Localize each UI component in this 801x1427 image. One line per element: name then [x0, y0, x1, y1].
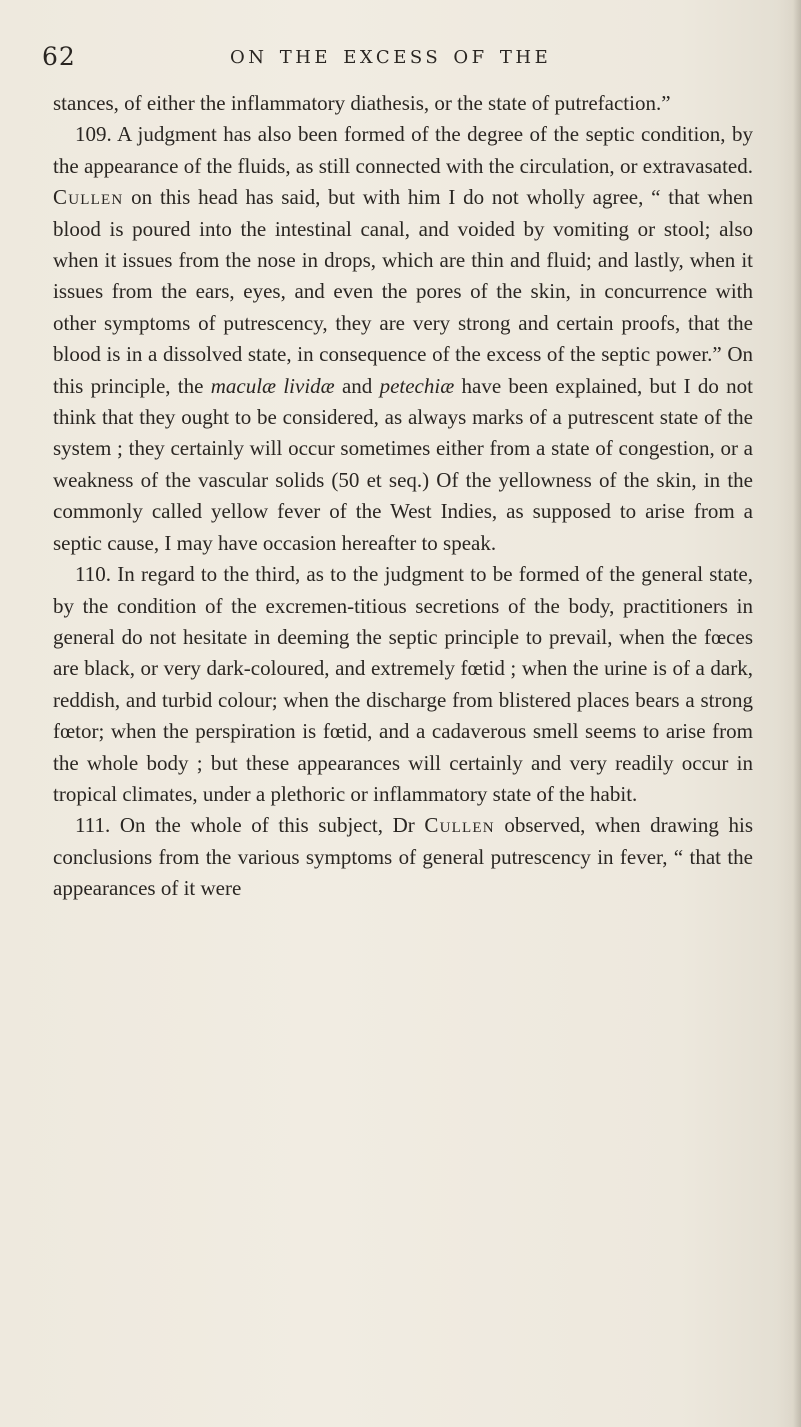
paragraph-text: have been explained, but I do not think that they ought to be considered, as always marks of a putrescent state of the system ; they certainly will occur sometimes either from a state of congestion, or a weakness of the vascular solids (50 et seq.) Of the yellowness of the skin, in the commonly called yellow fever of the West Indies, as supposed to arise from a septic cause, I may have occasion hereafter to speak. — [53, 373, 754, 555]
paragraph-text: In regard to the third, as to the judgment to be formed of the general state, by the condition of the excremen-titious secretions of the body, practitioners in general do not hesitate in deeming the septic principle to prevail, when the fœces are black, or very dark-coloured, and extremely fœtid ; when the urine is of a dark, reddish, and turbid colour; when the discharge from blistered places bears a strong fœtor; when the perspiration is fœtid, and a cadaverous smell seems to arise from the whole body ; but these appearances will certainly and very readily occur in tropical climates, under a plethoric or inflammatory state of the habit. — [53, 562, 753, 806]
running-title: ON THE EXCESS OF THE — [230, 47, 552, 68]
body-text — [53, 88, 753, 905]
author-name: Cullen — [53, 185, 124, 210]
paragraph-109 — [53, 119, 753, 559]
paragraph-text: observed, when drawing his conclusions from the various symptoms of general putrescency in fever, “ that the appearances of it were — [53, 813, 753, 901]
page-number: 62 — [42, 42, 76, 71]
paragraph-text: stances, of either the inflammatory diathesis, or the state of putrefaction.” — [53, 91, 671, 115]
paragraph-text: on this head has said, but with him I do not wholly agree, “ that when blood is poured into the intestinal canal, and voided by vomiting or stool; also when it issues from the nose in drops, which are thin and fluid; and lastly, when it issues from the ears, eyes, and even the pores of the skin, in concurrence with other symptoms of putrescency, they are very strong and certain proofs, that the blood is in a dissolved state, in consequence of the excess of the septic power.” On this principle, the — [53, 185, 754, 398]
author-name: Cullen — [424, 813, 495, 838]
paragraph-number: 111. — [75, 813, 111, 838]
page-header — [42, 42, 762, 72]
paragraph-text: On the whole of this subject, Dr — [119, 813, 415, 838]
page-edge-shadow — [793, 0, 801, 1427]
paragraph-number: 110. — [75, 562, 112, 587]
latin-term: maculæ lividæ — [210, 373, 335, 398]
latin-term: petechiæ — [379, 373, 455, 398]
paragraph-110 — [53, 559, 753, 810]
paragraph-number: 109. — [75, 122, 112, 147]
paragraph-111 — [53, 810, 753, 904]
paragraph-text: A judgment has also been formed of the degree of the septic condition, by the appearance of the fluids, as still connected with the circulation, or extravasated. — [53, 122, 753, 178]
paragraph-text: and — [341, 373, 373, 398]
paragraph-continuation — [53, 88, 753, 119]
